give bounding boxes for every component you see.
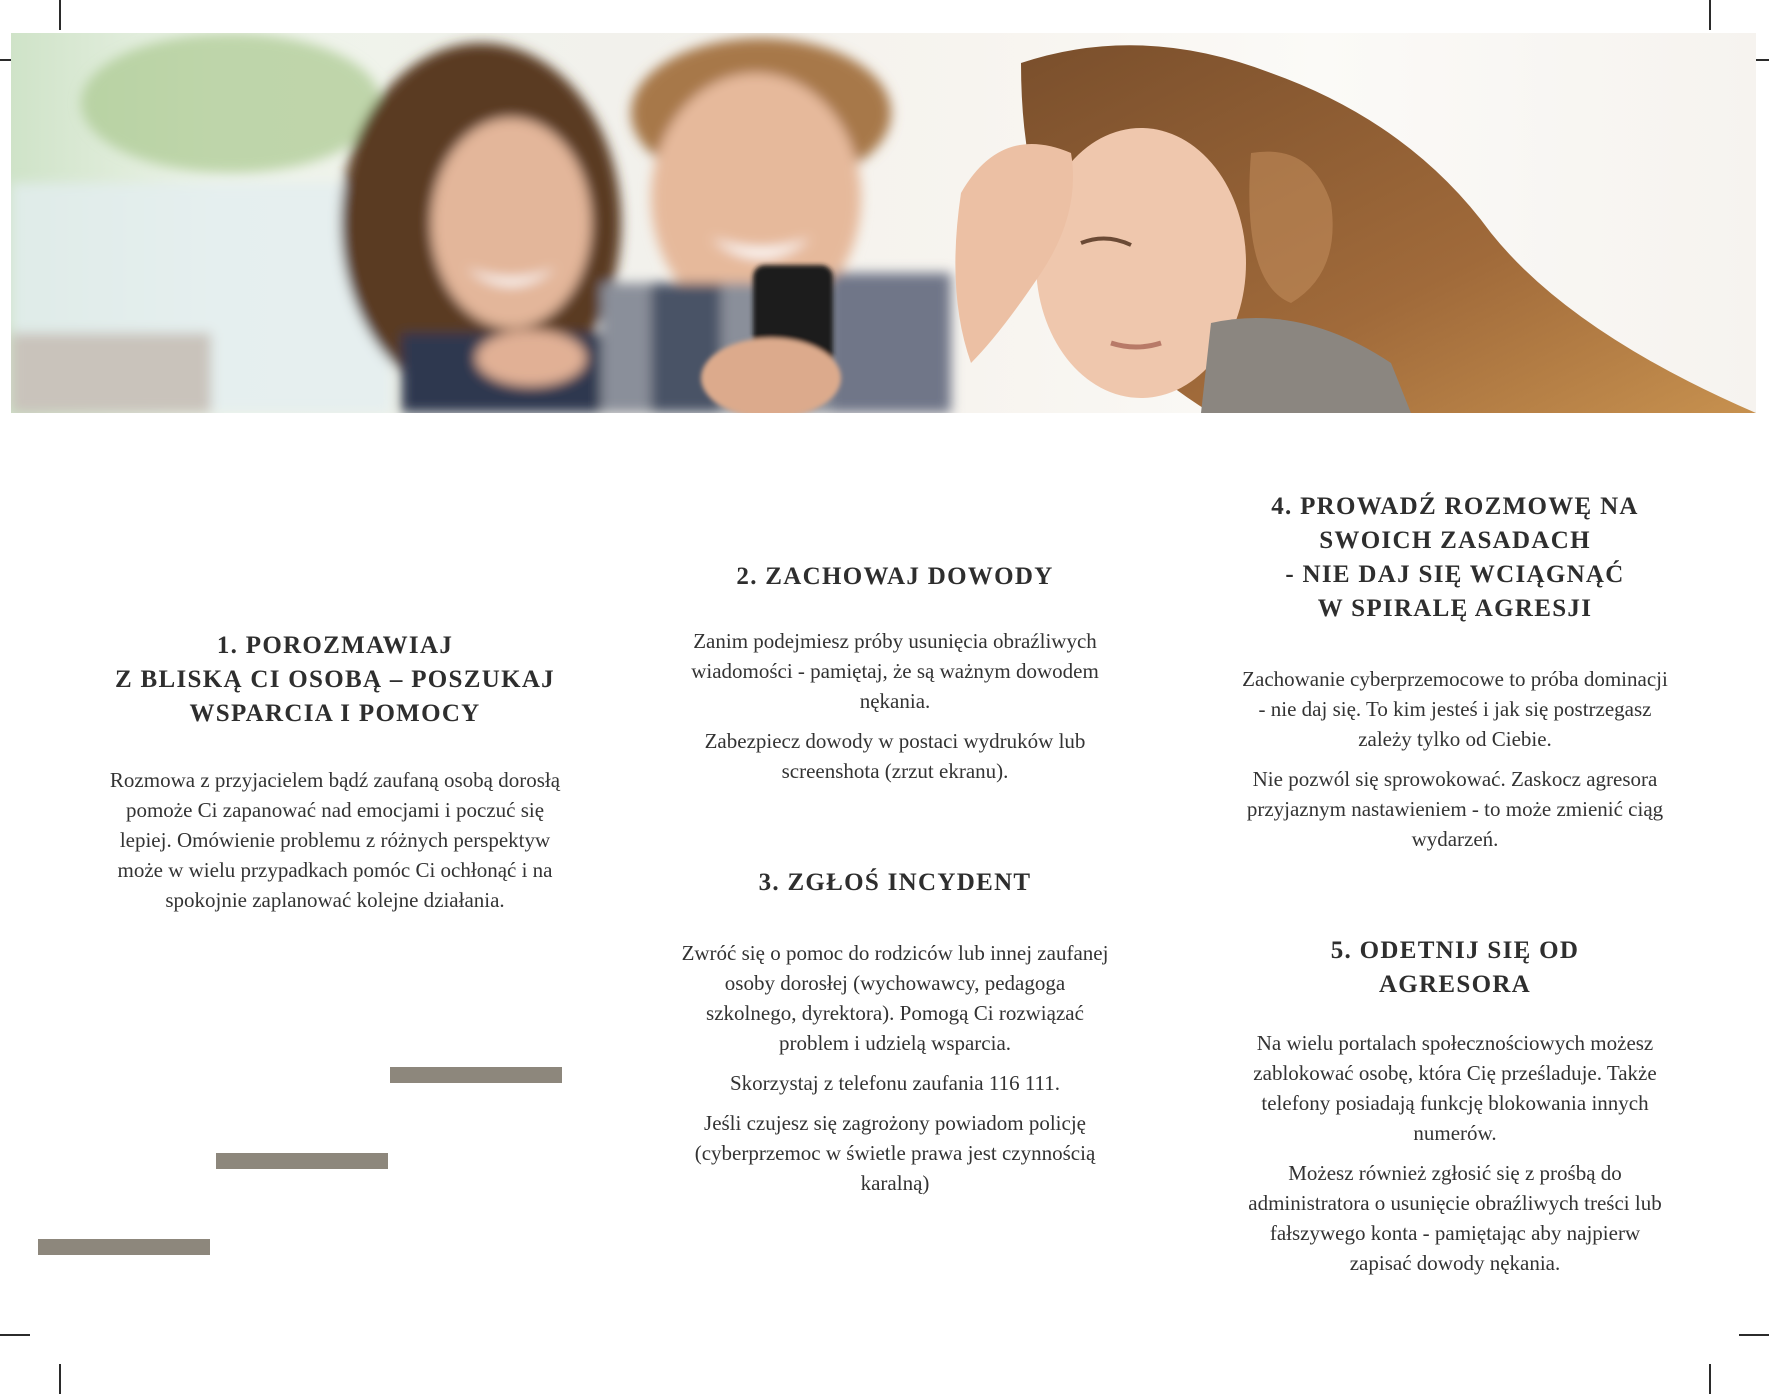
section-5-title-line: AGRESORA bbox=[1378, 971, 1532, 998]
decorative-bar bbox=[216, 1153, 388, 1169]
section-5-paragraph: Na wielu portalach społecznościowych możesz zablokować osobę, która Cię prześladuje. Także telefony posiadają funkcję blokowania innych numerów. bbox=[1253, 1031, 1657, 1145]
section-5-title-line: 5. ODETNIJ SIĘ OD bbox=[1330, 937, 1580, 964]
section-4 bbox=[1230, 490, 1680, 854]
section-4-paragraph: Zachowanie cyberprzemocowe to próba dominacji - nie daj się. To kim jesteś i jak się postrzegasz zależy tylko od Ciebie. bbox=[1242, 667, 1668, 751]
decorative-bar bbox=[390, 1067, 562, 1083]
section-1 bbox=[95, 629, 575, 915]
crop-mark bbox=[59, 1364, 61, 1394]
section-3-paragraph: Jeśli czujesz się zagrożony powiadom policję (cyberprzemoc w świetle prawa jest czynnością karalną) bbox=[694, 1111, 1096, 1195]
decorative-bar bbox=[38, 1239, 210, 1255]
section-1-paragraph: Rozmowa z przyjacielem bądź zaufaną osobą dorosłą pomoże Ci zapanować nad emocjami i poczuć się lepiej. Omówienie problemu z różnych perspektyw może w wielu przypadkach pomóc Ci ochłonąć i na spokojnie zaplanować kolejne działania. bbox=[109, 768, 561, 912]
section-3-paragraph: Zwróć się o pomoc do rodziców lub innej zaufanej osoby dorosłej (wychowawcy, pedagoga szkolnego, dyrektora). Pomogą Ci rozwiązać problem i udzielą wsparcia. bbox=[681, 941, 1109, 1055]
crop-mark bbox=[59, 0, 61, 30]
section-4-title bbox=[1230, 490, 1680, 626]
section-5-paragraph: Możesz również zgłosić się z prośbą do administratora o usunięcie obraźliwych treści lub fałszywego konta - pamiętając aby najpierw zapisać dowody nękania. bbox=[1248, 1161, 1662, 1275]
hero-photo bbox=[11, 33, 1756, 413]
section-4-paragraph: Nie pozwól się sprowokować. Zaskocz agresora przyjaznym nastawieniem - to może zmienić ciąg wydarzeń. bbox=[1246, 767, 1664, 851]
crop-mark bbox=[0, 1334, 30, 1336]
hero-illustration bbox=[11, 33, 1756, 413]
section-2-title bbox=[665, 560, 1125, 594]
section-3-title bbox=[665, 866, 1125, 900]
section-4-title-line: W SPIRALĘ AGRESJI bbox=[1317, 595, 1593, 622]
section-3 bbox=[665, 866, 1125, 1198]
section-4-title-line: 4. PROWADŹ ROZMOWĘ NA bbox=[1271, 493, 1639, 520]
section-1-title-line: Z BLISKĄ CI OSOBĄ – POSZUKAJ bbox=[115, 666, 555, 693]
section-3-title-line: 3. ZGŁOŚ INCYDENT bbox=[758, 869, 1032, 896]
crop-mark bbox=[1739, 1334, 1769, 1336]
section-5-title bbox=[1230, 934, 1680, 1002]
section-1-title-line: 1. POROZMAWIAJ bbox=[216, 632, 454, 659]
section-2-paragraph: Zabezpiecz dowody w postaci wydruków lub screenshota (zrzut ekranu). bbox=[704, 729, 1086, 783]
crop-mark bbox=[1709, 1364, 1711, 1394]
section-5 bbox=[1230, 934, 1680, 1278]
section-1-title-line: WSPARCIA I POMOCY bbox=[189, 700, 481, 727]
section-2-paragraph: Zanim podejmiesz próby usunięcia obraźliwych wiadomości - pamiętaj, że są ważnym dowodem nękania. bbox=[691, 629, 1099, 713]
section-3-paragraph: Skorzystaj z telefonu zaufania 116 111. bbox=[729, 1071, 1061, 1095]
crop-mark bbox=[1709, 0, 1711, 30]
section-4-title-line: - NIE DAJ SIĘ WCIĄGNĄĆ bbox=[1285, 561, 1625, 588]
section-1-title bbox=[95, 629, 575, 731]
section-2 bbox=[665, 560, 1125, 786]
section-4-title-line: SWOICH ZASADACH bbox=[1319, 527, 1591, 554]
section-2-title-line: 2. ZACHOWAJ DOWODY bbox=[736, 563, 1054, 590]
